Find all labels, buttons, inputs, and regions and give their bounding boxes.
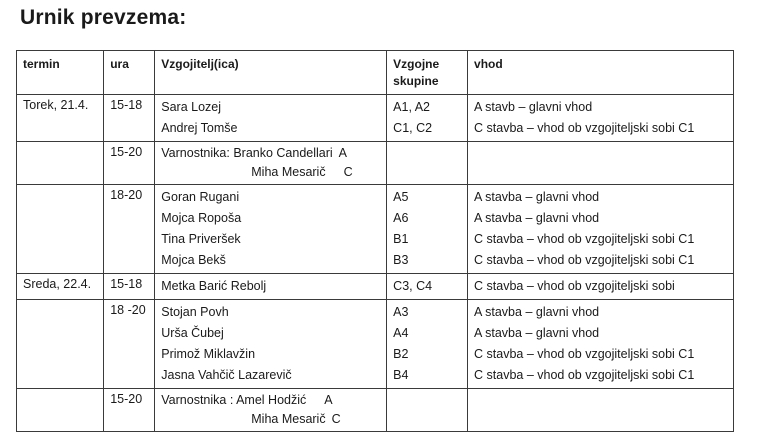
- group-label: C3, C4: [393, 279, 433, 293]
- person-name: Primož Miklavžin: [161, 347, 256, 361]
- guard-name: Amel Hodžić: [236, 393, 307, 407]
- cell-ura: 15-20: [104, 142, 155, 185]
- group-label: A3: [393, 305, 409, 319]
- cell-entrances: [468, 389, 734, 432]
- cell-termin: Torek, 21.4.: [17, 95, 104, 142]
- guard-entry: [161, 144, 386, 163]
- group-label: A4: [393, 326, 409, 340]
- guard-tag: A: [324, 393, 333, 407]
- cell-termin: [17, 142, 104, 185]
- cell-groups: [387, 300, 468, 389]
- header-skupine: [387, 51, 468, 95]
- cell-groups: [387, 274, 468, 300]
- group-label: A5: [393, 190, 409, 204]
- entrance-text: A stavb – glavni vhod: [474, 100, 593, 114]
- page-title: Urnik prevzema:: [20, 6, 187, 29]
- person-name: Urša Čubej: [161, 326, 224, 340]
- group-label: B2: [393, 347, 409, 361]
- entrance-text: A stavba – glavni vhod: [474, 211, 600, 225]
- table-row: [17, 389, 734, 432]
- table-row: [17, 300, 734, 389]
- guard-name: Miha Mesarič: [251, 412, 326, 426]
- cell-ura: 15-18: [104, 95, 155, 142]
- guard-entry: [161, 391, 386, 410]
- person-name: Tina Priveršek: [161, 232, 241, 246]
- person-name: Goran Rugani: [161, 190, 240, 204]
- cell-people: [155, 274, 387, 300]
- cell-groups: [387, 142, 468, 185]
- group-label: B4: [393, 368, 409, 382]
- cell-guards: [155, 389, 387, 432]
- entrance-text: A stavba – glavni vhod: [474, 305, 600, 319]
- group-label: B3: [393, 253, 409, 267]
- cell-termin: Sreda, 22.4.: [17, 274, 104, 300]
- table-header-row: [17, 51, 734, 95]
- table-row: [17, 142, 734, 185]
- table-row: [17, 274, 734, 300]
- cell-people: [155, 95, 387, 142]
- guard-entry: [161, 410, 386, 429]
- person-name: Metka Barić Rebolj: [161, 279, 267, 293]
- cell-entrances: [468, 185, 734, 274]
- group-label: A1, A2: [393, 100, 431, 114]
- header-vhod: vhod: [468, 51, 734, 95]
- cell-ura: 18 -20: [104, 300, 155, 389]
- table-row: [17, 95, 734, 142]
- entrance-text: C stavba – vhod ob vzgojiteljski sobi C1: [474, 368, 695, 382]
- person-name: Mojca Ropoša: [161, 211, 242, 225]
- entrance-text: A stavba – glavni vhod: [474, 326, 600, 340]
- entrance-text: C stavba – vhod ob vzgojiteljski sobi: [474, 279, 675, 293]
- cell-entrances: [468, 300, 734, 389]
- table-row: [17, 185, 734, 274]
- guard-name: Branko Candellari: [233, 146, 333, 160]
- cell-ura: 15-20: [104, 389, 155, 432]
- header-ura: ura: [104, 51, 155, 95]
- guard-label: Varnostnika :: [161, 393, 234, 407]
- cell-groups: [387, 95, 468, 142]
- entrance-text: C stavba – vhod ob vzgojiteljski sobi C1: [474, 121, 695, 135]
- person-name: Andrej Tomše: [161, 121, 238, 135]
- cell-groups: [387, 185, 468, 274]
- entrance-text: C stavba – vhod ob vzgojiteljski sobi C1: [474, 253, 695, 267]
- header-skupine-line1: Vzgojne: [393, 57, 440, 71]
- person-name: Stojan Povh: [161, 305, 229, 319]
- cell-people: [155, 300, 387, 389]
- group-label: A6: [393, 211, 409, 225]
- cell-groups: [387, 389, 468, 432]
- header-vzgojitelj: Vzgojitelj(ica): [155, 51, 387, 95]
- cell-ura: 18-20: [104, 185, 155, 274]
- cell-entrances: [468, 274, 734, 300]
- entrance-text: C stavba – vhod ob vzgojiteljski sobi C1: [474, 347, 695, 361]
- cell-termin: [17, 300, 104, 389]
- person-name: Mojca Bekš: [161, 253, 226, 267]
- cell-entrances: [468, 142, 734, 185]
- header-termin: termin: [17, 51, 104, 95]
- entrance-text: A stavba – glavni vhod: [474, 190, 600, 204]
- guard-label: Varnostnika:: [161, 146, 230, 160]
- entrance-text: C stavba – vhod ob vzgojiteljski sobi C1: [474, 232, 695, 246]
- cell-termin: [17, 185, 104, 274]
- schedule-table: [16, 50, 734, 432]
- cell-people: [155, 185, 387, 274]
- group-label: C1, C2: [393, 121, 433, 135]
- header-skupine-line2: skupine: [393, 74, 439, 88]
- cell-entrances: [468, 95, 734, 142]
- group-label: B1: [393, 232, 409, 246]
- guard-name: Miha Mesarič: [251, 165, 326, 179]
- person-name: Jasna Vahčič Lazarevič: [161, 368, 292, 382]
- guard-entry: [161, 163, 386, 182]
- cell-guards: [155, 142, 387, 185]
- cell-ura: 15-18: [104, 274, 155, 300]
- cell-termin: [17, 389, 104, 432]
- guard-tag: C: [331, 412, 341, 426]
- person-name: Sara Lozej: [161, 100, 222, 114]
- guard-tag: C: [343, 165, 353, 179]
- guard-tag: A: [338, 146, 348, 160]
